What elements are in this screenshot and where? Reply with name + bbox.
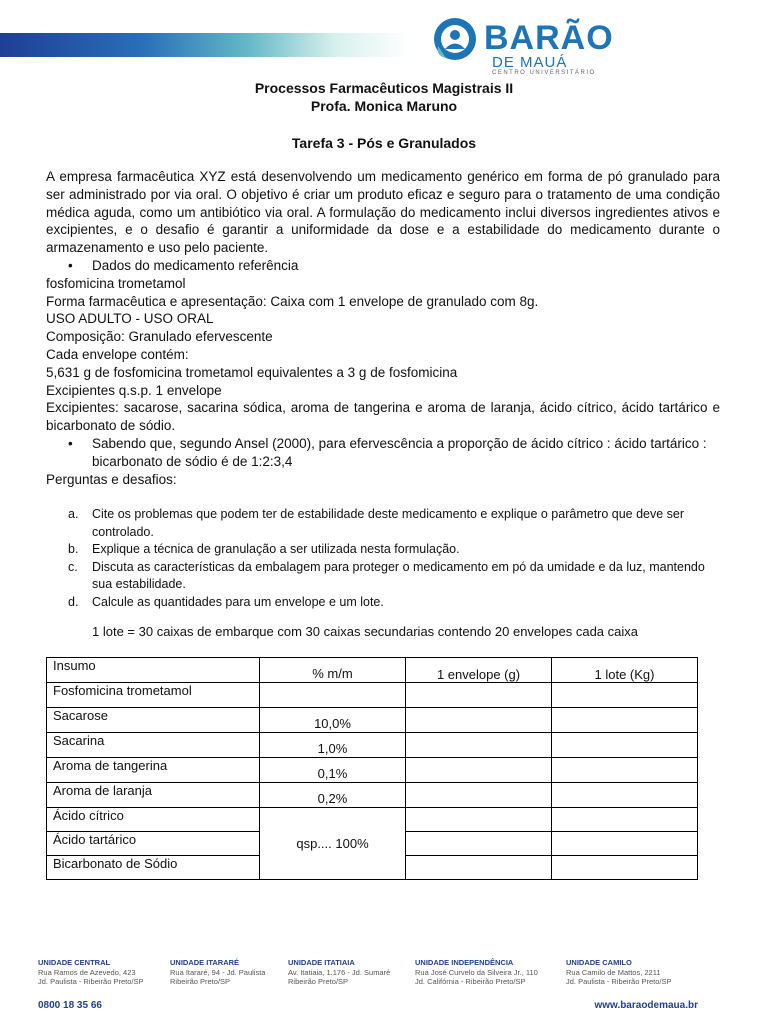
unit-name: UNIDADE CENTRAL	[38, 958, 111, 967]
envelope-cell[interactable]	[406, 708, 552, 733]
insumo-cell: Aroma de laranja	[47, 783, 260, 808]
lote-cell[interactable]	[552, 856, 698, 880]
envelope-cell[interactable]	[406, 758, 552, 783]
bullet-item	[46, 435, 720, 471]
envelope-cell[interactable]	[406, 783, 552, 808]
bullet-text: Dados do medicamento referência	[92, 257, 299, 273]
bullet-item	[46, 257, 720, 275]
table-row	[47, 808, 698, 832]
column-header: % m/m	[260, 658, 406, 683]
logo-name: BARÃO	[484, 19, 614, 57]
list-item	[46, 559, 720, 594]
envelope-cell[interactable]	[406, 683, 552, 708]
unit-city: Jd. Paulista - Ribeirão Preto/SP	[38, 977, 144, 986]
table-row	[47, 758, 698, 783]
table-row	[47, 708, 698, 733]
unit-address: Av. Itatiaia, 1.176 - Jd. Sumaré	[288, 967, 391, 977]
ingredients-table	[46, 657, 698, 880]
lote-cell[interactable]	[552, 683, 698, 708]
professor-name: Profa. Monica Maruno	[310, 98, 458, 114]
unit-name: UNIDADE ITARARÉ	[170, 958, 240, 967]
unit-address: Rua Itararé, 94 - Jd. Paulista	[170, 967, 266, 977]
questions-list	[46, 506, 720, 611]
question-text: Calcule as quantidades para um envelope e um lote.	[92, 594, 384, 609]
task-title: Tarefa 3 - Pós e Granulados	[291, 135, 477, 151]
lote-cell[interactable]	[552, 832, 698, 856]
questions-label: Perguntas e desafios:	[46, 471, 177, 487]
column-header: 1 envelope (g)	[406, 658, 552, 683]
bullet-dot-icon: •	[68, 257, 73, 273]
unit-address: Rua Ramos de Azevedo, 423	[38, 967, 136, 977]
envelope-cell[interactable]	[406, 856, 552, 880]
column-header: Insumo	[47, 658, 260, 683]
footer-unit	[38, 958, 143, 987]
table-row	[47, 783, 698, 808]
unit-address: Rua José Curvelo da Silveira Jr., 110	[415, 967, 538, 977]
text-line: Excipientes q.s.p. 1 envelope	[46, 382, 222, 398]
insumo-cell: Fosfomicina trometamol	[47, 683, 260, 708]
text-line: Forma farmacêutica e apresentação: Caixa com 1 envelope de granulado com 8g.	[46, 293, 539, 309]
lote-cell[interactable]	[552, 733, 698, 758]
percent-cell: 0,2%	[260, 783, 406, 808]
lote-cell[interactable]	[552, 708, 698, 733]
footer-unit	[415, 958, 538, 987]
bullet-text: Sabendo que, segundo Ansel (2000), para efervescência a proporção de ácido cítrico : ácido tartárico : bicarbonato de sódio é de 1:2:3,4	[92, 435, 707, 469]
logo-tagline: CENTRO UNIVERSITÁRIO	[492, 70, 596, 76]
footer-unit	[566, 958, 671, 987]
intro-paragraph: A empresa farmacêutica XYZ está desenvolvendo um medicamento genérico em forma de pó granulado para ser administrado por via oral. O objetivo é criar um produto eficaz e seguro para o tratamento de uma condição médica aguda, como um antibiótico via oral. A formulação do medicamento inclui diversos ingredientes ativos e excipientes, e o desafio é garantir a uniformidade da dose e a estabilidade do medicamento durante o armazenamento e uso pelo paciente.	[46, 169, 720, 256]
document-body	[46, 168, 720, 488]
column-header: 1 lote (Kg)	[552, 658, 698, 683]
insumo-cell: Ácido cítrico	[47, 808, 260, 832]
list-item	[46, 506, 720, 541]
unit-city: Ribeirão Preto/SP	[170, 977, 231, 986]
text-line: 5,631 g de fosfomicina trometamol equivalentes a 3 g de fosfomicina	[46, 364, 458, 380]
lote-cell[interactable]	[552, 783, 698, 808]
insumo-cell: Sacarina	[47, 733, 260, 758]
envelope-cell[interactable]	[406, 832, 552, 856]
question-text: Cite os problemas que podem ter de estabilidade deste medicamento e explique o parâmetro que deve ser controlado.	[92, 507, 685, 539]
footer-website-link[interactable]: www.baraodemaua.br	[594, 1000, 698, 1011]
document-header	[0, 79, 768, 115]
question-letter: c.	[68, 559, 78, 574]
footer-unit	[170, 958, 265, 987]
unit-city: Ribeirão Preto/SP	[288, 977, 349, 986]
text-line: USO ADULTO - USO ORAL	[46, 311, 214, 327]
footer-unit	[288, 958, 390, 987]
percent-cell: 0,1%	[260, 758, 406, 783]
list-item	[46, 541, 720, 559]
footer-phone[interactable]: 0800 18 35 66	[38, 1000, 102, 1011]
text-line: Cada envelope contém:	[46, 346, 189, 362]
question-letter: d.	[68, 594, 79, 609]
bullet-dot-icon: •	[68, 435, 73, 451]
question-letter: b.	[68, 542, 79, 556]
header-gradient-bar	[0, 33, 410, 57]
insumo-cell: Bicarbonato de Sódio	[47, 856, 260, 880]
percent-cell: 10,0%	[260, 708, 406, 733]
question-text: Explique a técnica de granulação a ser utilizada nesta formulação.	[92, 542, 460, 556]
question-text: Discuta as características da embalagem para proteger o medicamento em pó da umidade e da luz, mantendo sua estabilidade.	[92, 559, 705, 591]
qsp-cell: qsp.... 100%	[260, 808, 406, 880]
text-line: Composição: Granulado efervescente	[46, 329, 273, 345]
text-line: fosfomicina trometamol	[46, 275, 186, 291]
logo-person-icon	[432, 16, 478, 62]
course-title: Processos Farmacêuticos Magistrais II	[254, 80, 514, 96]
insumo-cell: Aroma de tangerina	[47, 758, 260, 783]
list-item	[46, 594, 720, 612]
envelope-cell[interactable]	[406, 733, 552, 758]
question-letter: a.	[68, 507, 79, 521]
unit-name: UNIDADE CAMILO	[566, 958, 632, 967]
insumo-cell: Ácido tartárico	[47, 832, 260, 856]
lote-cell[interactable]	[552, 808, 698, 832]
unit-name: UNIDADE ITATIAIA	[288, 958, 355, 967]
insumo-cell: Sacarose	[47, 708, 260, 733]
institution-logo	[432, 12, 612, 78]
percent-cell: 1,0%	[260, 733, 406, 758]
unit-city: Jd. Paulista - Ribeirão Preto/SP	[566, 977, 672, 986]
unit-address: Rua Camilo de Mattos, 2211	[566, 967, 661, 977]
envelope-cell[interactable]	[406, 808, 552, 832]
unit-city: Jd. Califórnia - Ribeirão Preto/SP	[415, 977, 526, 986]
page-footer	[38, 958, 698, 1014]
text-line: Excipientes: sacarose, sacarina sódica, aroma de tangerina e aroma de laranja, ácido cítrico, ácido tartárico e bicarbonato de sódio.	[46, 400, 720, 434]
logo-subtitle: DE MAUÁ	[492, 54, 568, 71]
lote-note: 1 lote = 30 caixas de embarque com 30 caixas secundarias contendo 20 envelopes cada caixa	[92, 624, 638, 639]
unit-name: UNIDADE INDEPENDÊNCIA	[415, 958, 514, 967]
table-row	[47, 733, 698, 758]
lote-cell[interactable]	[552, 758, 698, 783]
table-header-row	[47, 658, 698, 683]
table-row	[47, 683, 698, 708]
percent-cell[interactable]	[260, 683, 406, 708]
